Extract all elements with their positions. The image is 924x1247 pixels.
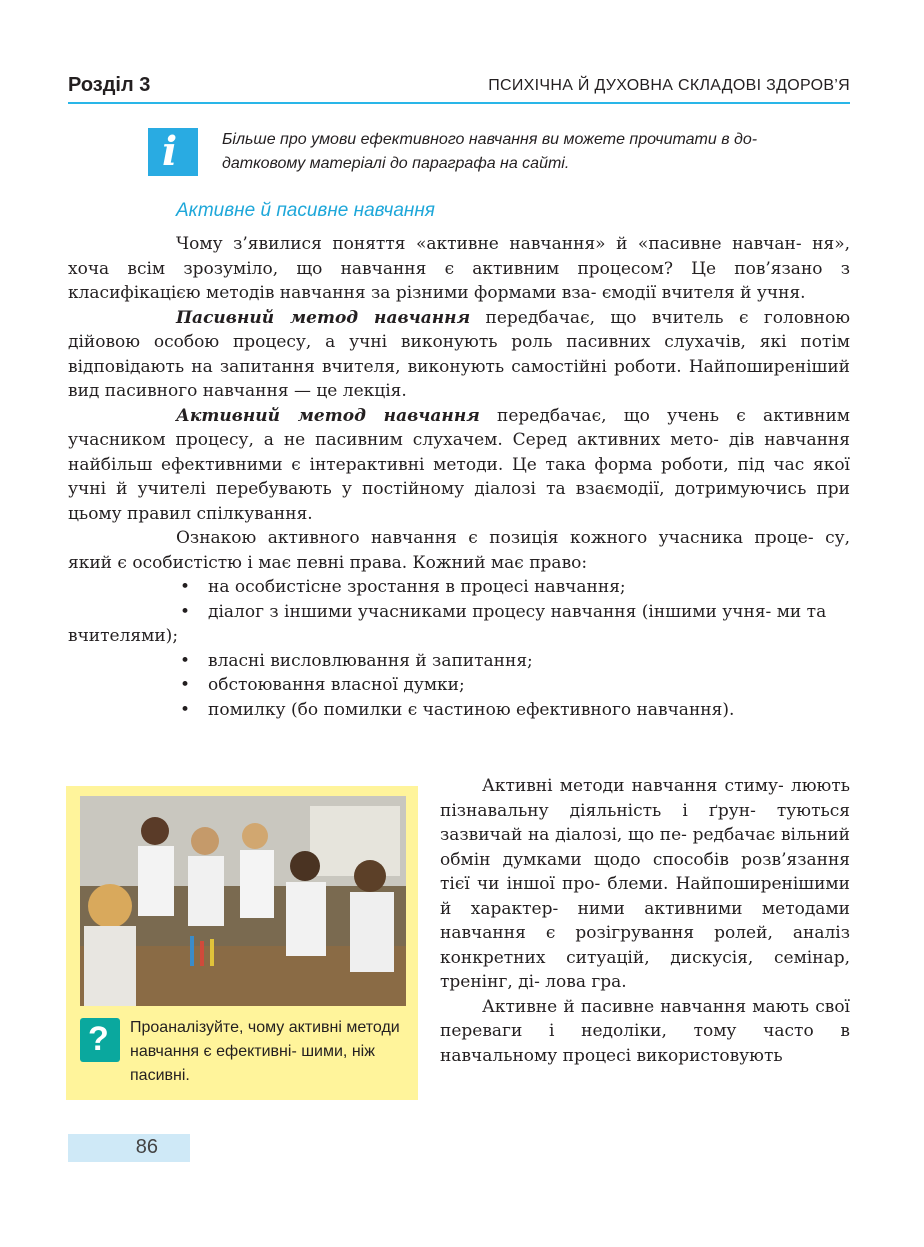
list-item: • обстоювання власної думки;	[68, 673, 850, 698]
list-item: • власні висловлювання й запитання;	[68, 649, 850, 674]
section-subheading: Активне й пасивне навчання	[176, 200, 435, 221]
list-item: • діалог з іншими учасниками процесу навчання (іншими учня- ми та вчителями);	[68, 600, 850, 649]
term-passive: Пасивний метод навчання	[176, 307, 471, 328]
paragraph-methods: Активні методи навчання стиму- люють пізнавальну діяльність і ґрун- туються зазвичай на діалозі, що пе- редбачає вільний обмін думками щодо способів розв’язання тієї чи іншої про- блеми. Найпоширенішими й характер- ними активними методами навчання є розігрування ролей, аналіз конкретних ситуацій, дискусія, семінар, тренінг, ді- лова гра.	[440, 776, 850, 992]
question-head-icon: ?	[80, 1018, 120, 1062]
page-header	[68, 72, 850, 104]
paragraph-passive: Пасивний метод навчання передбачає, що вчитель є головною дійовою особою процесу, а учні виконують роль пасивних слухачів, які потім відповідають на запитання вчителя, виконують самостійні роботи. Найпоширеніший вид пасивного навчання — це лекція.	[68, 307, 850, 401]
info-icon: i	[148, 128, 198, 176]
list-item: • на особистісне зростання в процесі навчання;	[68, 575, 850, 600]
rights-list	[68, 575, 850, 722]
list-item: • помилку (бо помилки є частиною ефективного навчання).	[68, 698, 850, 723]
topic-title: ПСИХІЧНА Й ДУХОВНА СКЛАДОВІ ЗДОРОВ’Я	[488, 77, 850, 94]
paragraph-comparison: Активне й пасивне навчання мають свої переваги і недоліки, тому часто в навчальному процесі використовують	[440, 996, 850, 1066]
question-box	[66, 786, 418, 1100]
paragraph-active: Активний метод навчання передбачає, що учень є активним учасником процесу, а не пасивним слухачем. Серед активних мето- дів навчання найбільш ефективними є інтерактивні методи. Це така форма роботи, під час якої учні й учителі перебувають у постійному діалозі та взаємодії, дотримуючись при цьому правил спілкування.	[68, 405, 851, 524]
header-rule	[68, 102, 850, 104]
paragraph-intro: Чому з’явилися поняття «активне навчання» й «пасивне навчан- ня», хоча всім зрозуміло, що навчання є активним процесом? Це пов’язано з класифікацією методів навчання за різними формами вза- ємодії вчителя й учня.	[68, 234, 850, 303]
term-active: Активний метод навчання	[176, 405, 480, 426]
classroom-photo	[80, 796, 406, 1006]
info-note	[222, 128, 852, 176]
info-line-2: датковому матеріалі до параграфа на сайті.	[222, 155, 570, 172]
question-text: Проаналізуйте, чому активні методи навчання є ефективні- шими, ніж пасивні.	[130, 1019, 400, 1084]
section-label: Розділ 3	[68, 74, 151, 96]
paragraph-sign: Ознакою активного навчання є позиція кожного учасника проце- су, який є особистістю і має певні права. Кожний має право:	[68, 528, 850, 573]
main-text	[68, 232, 850, 722]
side-text	[440, 774, 850, 1068]
info-line-1: Більше про умови ефективного навчання ви можете прочитати в до-	[222, 131, 758, 148]
page-number: 86	[68, 1134, 190, 1162]
